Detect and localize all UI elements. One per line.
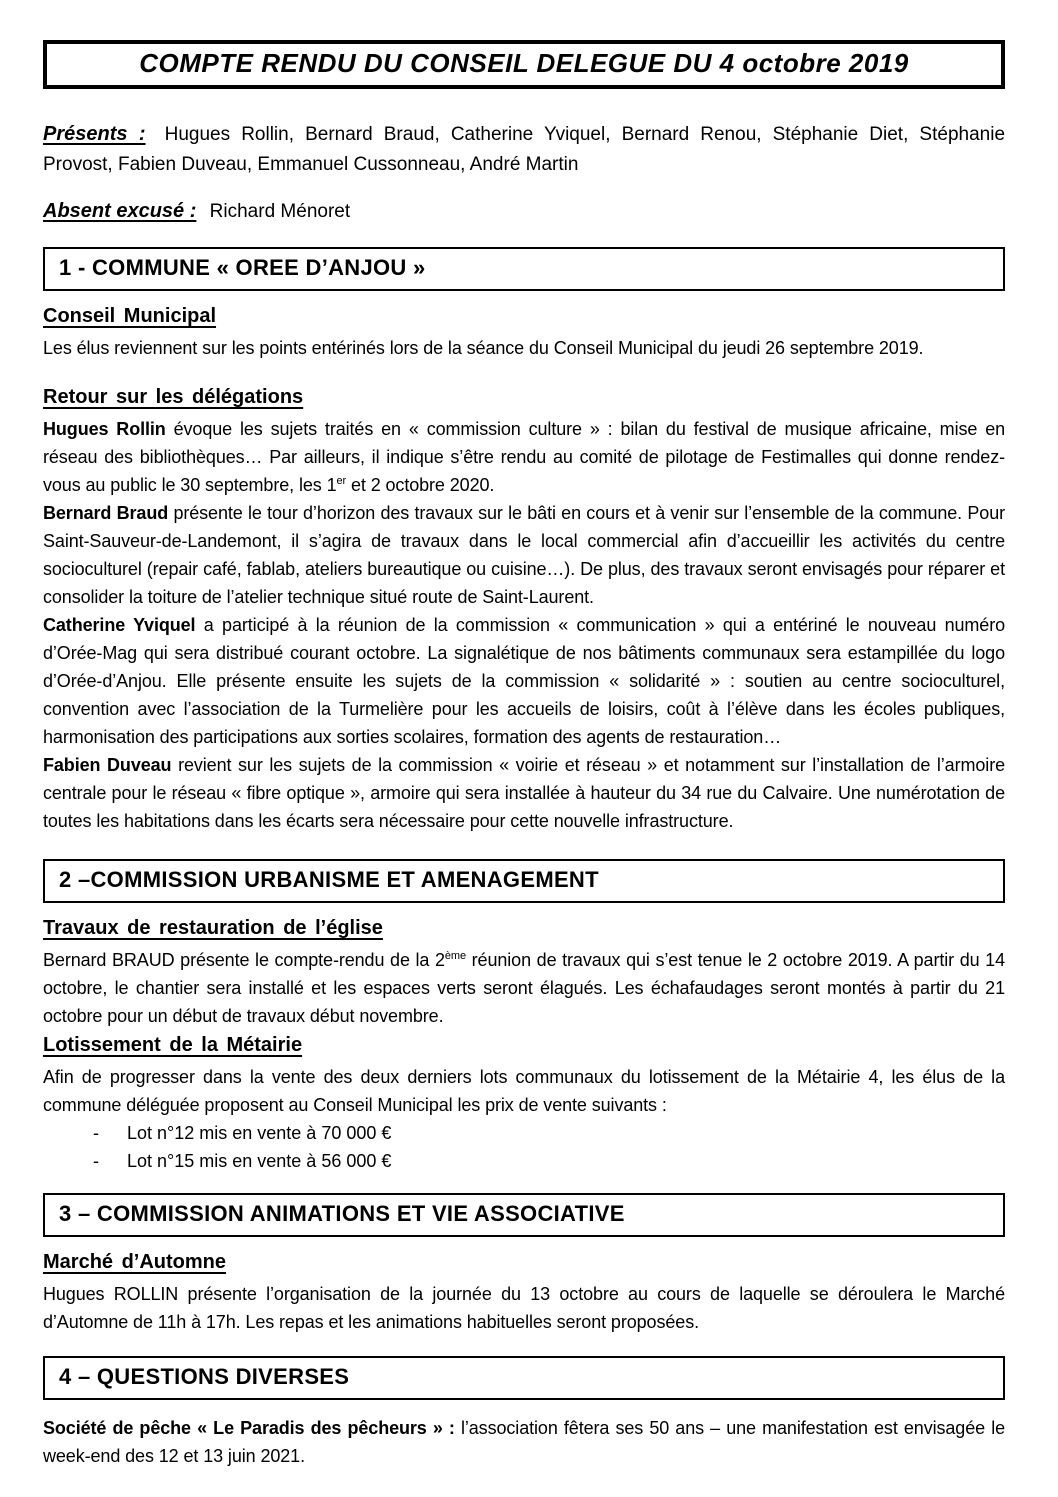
presents-line: [43, 119, 1005, 180]
paragraph-travaux-eglise: Bernard BRAUD présente le compte-rendu de la 2ème réunion de travaux qui s’est tenue le 2 octobre 2019. A partir du 14 octobre, le chantier sera installé et les espaces verts seront élagués. Les échafaudages seront montés à partir du 21 octobre pour un début de travaux début novembre.: [43, 950, 1005, 1026]
lot-list-item: - Lot n°12 mis en vente à 70 000 €: [43, 1119, 1005, 1147]
lot-list-item: - Lot n°15 mis en vente à 56 000 €: [43, 1147, 1005, 1175]
paragraph-lotissement-metairie: Afin de progresser dans la vente des deux derniers lots communaux du lotissement de la Métairie 4, les élus de la commune déléguée proposent au Conseil Municipal les prix de vente suivants :: [43, 1067, 1005, 1115]
absent-names: Richard Ménoret: [209, 201, 351, 222]
section-3-heading-box: [43, 1193, 1005, 1237]
subheading-lotissement-metairie: Lotissement de la Métairie: [43, 1034, 303, 1056]
paragraph-bernard-braud: Bernard Braud présente le tour d’horizon des travaux sur le bâti en cours et à venir sur l’ensemble de la commune. Pour Saint-Sauveur-de-Landemont, il s’agira de travaux dans le local commercial afin d’accueillir les activités du centre socioculturel (repair café, fablab, ateliers bureautique ou cuisine…). De plus, des travaux seront envisagés pour réparer et consolider la toiture de l’atelier technique situé route de Saint-Laurent.: [43, 503, 1005, 607]
section-2-heading: 2 –COMMISSION URBANISME ET AMENAGEMENT: [59, 867, 599, 892]
paragraph-catherine-yviquel: Catherine Yviquel a participé à la réunion de la commission « communication » qui a entériné le nouveau numéro d’Orée-Mag qui sera distribué courant octobre. La signalétique de nos bâtiments communaux sera estampillée du logo d’Orée-d’Anjou. Elle présente ensuite les sujets de la commission « solidarité » : soutien au centre socioculturel, convention avec l’association de la Turmelière pour les accueils de loisirs, coût à l’élève dans les écoles publiques, harmonisation des participations aux sorties scolaires, formation des agents de restauration…: [43, 615, 1006, 747]
section-1-heading: 1 - COMMUNE « OREE D’ANJOU »: [59, 255, 426, 280]
section-1-heading-box: [43, 247, 1005, 291]
paragraph-conseil-municipal: Les élus reviennent sur les points entérinés lors de la séance du Conseil Municipal du jeudi 26 septembre 2019.: [43, 338, 924, 358]
paragraph-societe-peche: Société de pêche « Le Paradis des pêcheurs » : l’association fêtera ses 50 ans – une manifestation est envisagée le week-end des 12 et 13 juin 2021.: [43, 1418, 1006, 1466]
subheading-conseil-municipal: Conseil Municipal: [43, 305, 217, 327]
presents-names: Hugues Rollin, Bernard Braud, Catherine Yviquel, Bernard Renou, Stéphanie Diet, Stéphanie Provost, Fabien Duveau, Emmanuel Cussonneau, André Martin: [43, 124, 1006, 175]
absent-line: [43, 196, 1005, 227]
document-title-box: [43, 40, 1005, 89]
subheading-travaux-eglise: Travaux de restauration de l’église: [43, 917, 383, 939]
section-4-heading: 4 – QUESTIONS DIVERSES: [59, 1364, 350, 1389]
document-title: COMPTE RENDU DU CONSEIL DELEGUE DU 4 octobre 2019: [139, 48, 909, 78]
lot-list: [43, 1119, 1005, 1175]
subheading-marche-automne: Marché d’Automne: [43, 1251, 227, 1273]
paragraph-marche-automne: Hugues ROLLIN présente l’organisation de la journée du 13 octobre au cours de laquelle se déroulera le Marché d’Automne de 11h à 17h. Les repas et les animations habituelles seront proposées.: [43, 1284, 1005, 1332]
paragraph-hugues-rollin: Hugues Rollin évoque les sujets traités en « commission culture » : bilan du festival de musique africaine, mise en réseau des bibliothèques… Par ailleurs, il indique s’être rendu au comité de pilotage de Festimalles qui donne rendez-vous au public le 30 septembre, les 1er et 2 octobre 2020.: [43, 419, 1006, 495]
paragraph-fabien-duveau: Fabien Duveau revient sur les sujets de la commission « voirie et réseau » et notamment sur l’installation de l’armoire centrale pour le réseau « fibre optique », armoire qui sera installée à hauteur du 34 rue du Calvaire. Une numérotation de toutes les habitations dans les écarts sera nécessaire pour cette nouvelle infrastructure.: [43, 755, 1006, 831]
section-3-heading: 3 – COMMISSION ANIMATIONS ET VIE ASSOCIATIVE: [59, 1201, 625, 1226]
section-4-heading-box: [43, 1356, 1005, 1400]
presents-label: Présents :: [43, 123, 146, 145]
section-2-heading-box: [43, 859, 1005, 903]
absent-label: Absent excusé :: [43, 200, 197, 222]
subheading-retour-delegations: Retour sur les délégations: [43, 386, 304, 408]
